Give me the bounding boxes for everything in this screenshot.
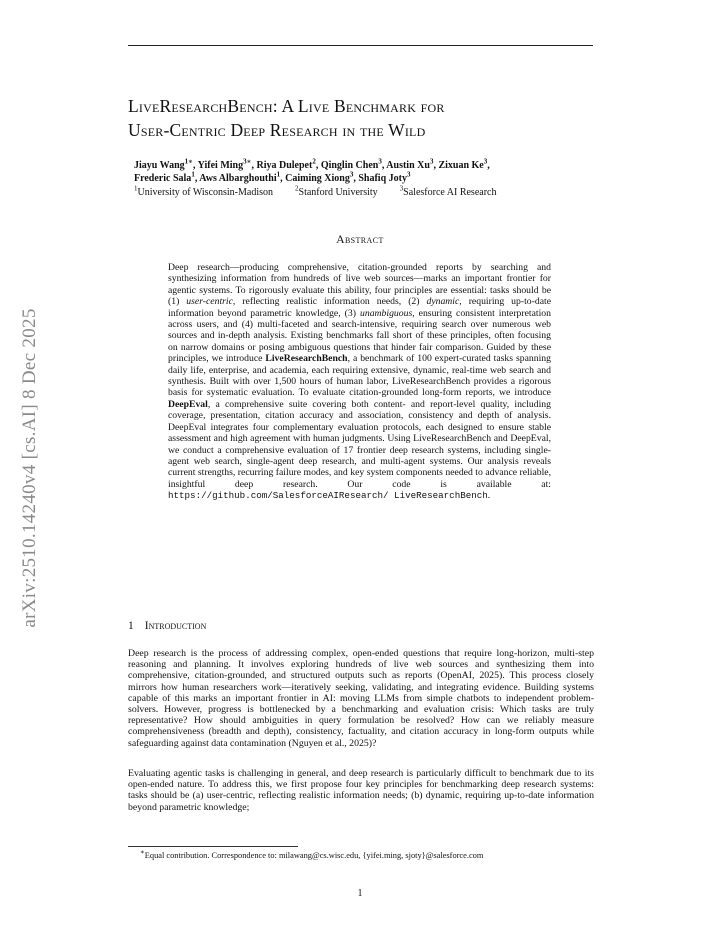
author-name: Shafiq Joty [358,172,407,184]
author-affiliation-mark: 1 [191,170,195,179]
abstract-text: , a benchmark of 100 expert-curated tasks spanning daily life, enterprise, and academia, each requiring extensive, dynamic, real-time web search and synthesis. Built with over 1,500 hours of human labor, LiveResearchBench provides a rigorous basis for systematic evaluation. To evaluate citation-grounded long-form reports, we introduce [168,353,551,399]
author-separator: , [251,160,257,171]
author-name: Frederic Sala [134,172,192,184]
affiliation [295,184,378,198]
abstract-text: . [487,490,491,502]
author-separator: , [193,160,198,171]
author-affiliation-mark: 1∗ [184,157,194,166]
section-title: Introduction [144,620,207,632]
abstract-text: Deep research—producing comprehensive, citation-grounded reports by searching and synthesizing information from hundreds of live web sources—marks an important frontier for agentic systems. To rigorously evaluate this ability, four principles are essential: tasks should be (1) [168,262,551,308]
intro-paragraph-1: Deep research is the process of addressing complex, open-ended questions that require long-horizon, multi-step reasoning and planning. It involves exploring hundreds of live web sources and synthesizing them into comprehensive, citation-grounded, and structured outputs such as reports (OpenAI, 2025). This process closely mirrors how human researchers work—iteratively seeking, validating, and integrating evidence. Building systems capable of this marks an important frontier in AI: moving LLMs from simple chatbots to independent problem-solvers. However, progress is bottlenecked by a benchmarking and evaluation crisis: Which tasks are truly representative? How should ambiguities in query formulation be resolved? How can we reliably measure comprehensiveness (breadth and depth), consistency, factuality, and citation accuracy in long-form outputs while safeguarding against data contamination (Nguyen et al., 2025)? [128,648,594,749]
author-affiliation-mark: 1 [276,170,281,179]
author-separator: , [280,172,286,184]
title-line-1: LiveResearchBench: A Live Benchmark for [128,96,445,116]
page-number: 1 [357,888,363,899]
footnote [140,848,590,860]
abstract-body [168,262,551,502]
author-affiliation-mark: 3 [483,157,488,166]
author-affiliation-mark: 2 [312,157,316,166]
abstract-text: , reflecting realistic information needs, (2) [232,296,427,308]
author-affiliation-mark: 3 [349,170,354,179]
author-name: Caiming Xiong [285,172,350,184]
author-name: Riya Dulepet [256,160,313,171]
author-affiliation-mark: 3 [378,157,382,166]
abstract-text: , a comprehensive suite covering both content- and report-level quality, including coverage, presentation, citation accuracy and association, consistency and depth of analysis. DeepEval integrates four complementary evaluation protocols, each designed to ensure stable assessment and high agreement with human judgments. Using LiveResearchBench and DeepEval, we conduct a comprehensive evaluation of 17 frontier deep research systems, including single-agent web search, single-agent deep research, and multi-agent systems. Our analysis reveals current strengths, recurring failure modes, and key system components needed to advance reliable, insightful deep research. Our code is available at: [168,398,551,490]
abstract-text: , ensuring consistent interpretation across users, and (4) multi-faceted and search-intensive, requiring search over numerous web sources and in-depth analysis. Existing benchmarks fall short of these principles, often focusing on narrow domains or posing ambiguous questions that hinder fair comparison. Guided by these principles, we introduce [168,307,551,365]
affiliation-mark: 3 [399,184,404,193]
author-name: Austin Xu [386,160,430,171]
author-affiliation-mark: 3 [429,157,434,166]
affiliation-mark: 2 [295,184,299,193]
section-number: 1 [128,620,134,632]
arxiv-stamp: arXiv:2510.14240v4 [cs.AI] 8 Dec 2025 [19,308,40,628]
author-separator: , [194,172,200,184]
benchmark-name: LiveResearchBench [265,353,348,365]
affiliation-mark: 1 [134,184,138,193]
intro-paragraph-2: Evaluating agentic tasks is challenging in general, and deep research is particularly difficult to benchmark due to its open-ended nature. To address this, we first propose four key principles for benchmarking deep research systems: tasks should be (a) user-centric, reflecting realistic information needs; (b) dynamic, requiring up-to-date information beyond parametric knowledge; [128,768,594,813]
author-list [134,157,604,185]
affiliation [134,184,274,198]
footnote-text: Equal contribution. Correspondence to: milawang@cs.wisc.edu, {yifei.ming, sjoty}@salesforce.com [144,851,484,860]
author-name: Zixuan Ke [438,160,484,171]
author-affiliation-mark: 3∗ [243,157,252,166]
footnote-mark: ∗ [140,848,145,857]
author-name: Aws Albarghouthi [199,172,277,184]
footnote-rule [128,846,298,847]
title-line-2: User-Centric Deep Research in the Wild [128,120,426,140]
eval-suite-name: DeepEval [168,398,208,410]
paper-title [128,94,598,142]
author-separator: , [487,160,490,171]
abstract-emph: dynamic [426,296,460,308]
abstract-emph: unambiguous [360,307,413,319]
author-affiliation-mark: 3 [406,170,411,179]
affiliation-name: Salesforce AI Research [403,187,497,198]
top-rule [128,45,593,46]
author-separator: , [433,160,439,171]
section-heading [128,620,206,632]
abstract-heading: Abstract [336,234,384,246]
abstract-text: , requiring up-to-date information beyond parametric knowledge, (3) [168,296,551,319]
author-separator: , [381,160,387,171]
affiliation-name: Stanford University [298,187,378,198]
author-name: Yifei Ming [197,160,244,171]
author-name: Jiayu Wang [134,160,185,171]
author-separator: , [353,172,359,184]
affiliation [399,184,497,198]
abstract-emph: user-centric [186,296,233,308]
author-separator: , [315,160,321,171]
affiliations [134,184,604,198]
code-url-link[interactable]: https://github.com/SalesforceAIResearch/ LiveResearchBench [168,490,488,502]
affiliation-name: University of Wisconsin-Madison [137,187,274,198]
author-name: Qinglin Chen [320,160,379,171]
